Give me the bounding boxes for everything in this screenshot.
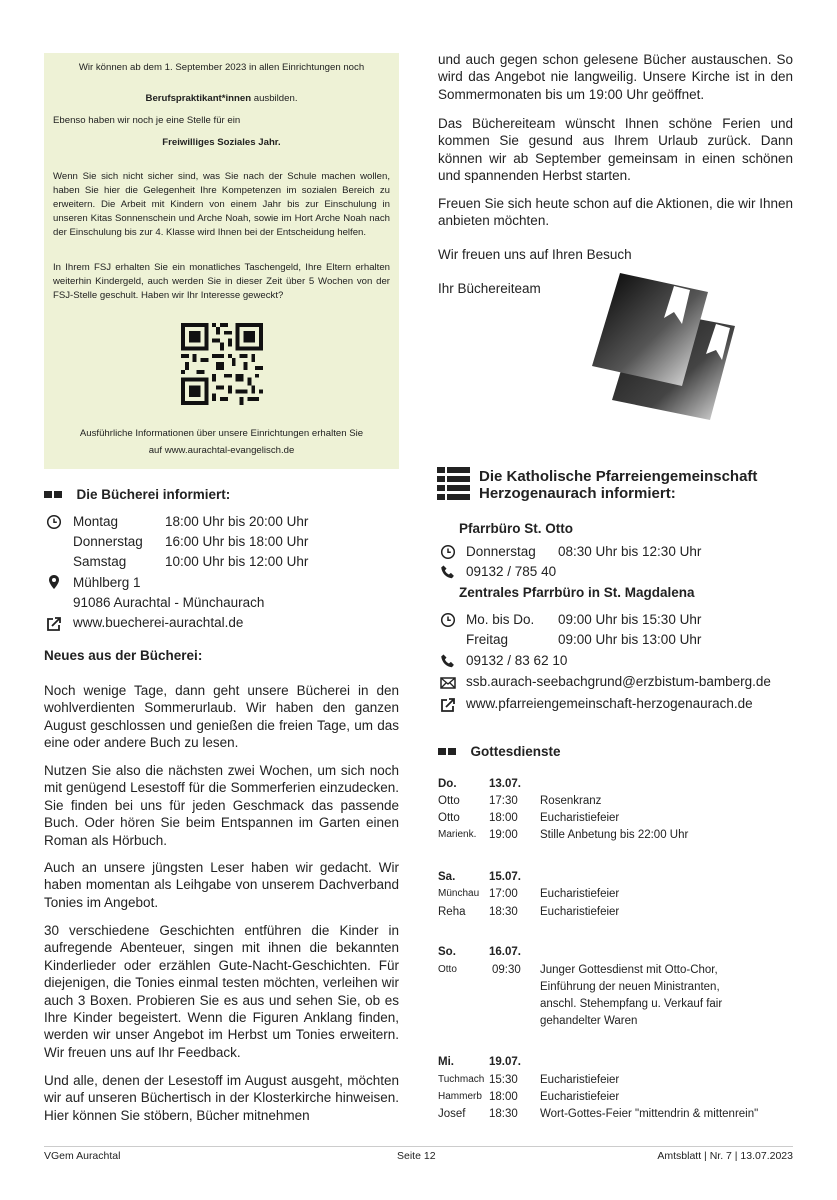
fsj-info-line-1: Ausführliche Informationen über unsere Einrichtungen erhalten Sie <box>79 428 364 439</box>
service-place: Otto <box>438 795 460 807</box>
news-paragraph-2: Nutzen Sie also die nächsten zwei Wochen, um sich noch mit genügend Lesestoff für die Sommerferien einzudecken. Sie finden bei uns für jeden Geschmack das passende Buch. Oder hören Sie beim Entspannen im Garten einen Roman als Hörbuch. <box>44 763 399 848</box>
square-bullet-icon <box>448 748 456 755</box>
service-place: Josef <box>438 1108 466 1120</box>
clock-icon <box>440 544 456 560</box>
zentral-day-1: Mo. bis Do. <box>466 612 535 627</box>
hours-time-3: 10:00 Uhr bis 12:00 Uhr <box>165 554 309 569</box>
hours-day-1: Montag <box>73 514 119 529</box>
otto-phone[interactable]: 09132 / 785 40 <box>466 564 557 579</box>
day-date: 13.07. <box>489 778 521 790</box>
fsj-line-2-rest: ausbilden. <box>251 93 298 104</box>
service-place: Tuchmach <box>438 1074 485 1085</box>
footer-divider <box>44 1146 793 1147</box>
otto-title: Pfarrbüro St. Otto <box>459 521 573 536</box>
news-title: Neues aus der Bücherei: <box>44 648 203 663</box>
footer-right: Amtsblatt | Nr. 7 | 13.07.2023 <box>657 1150 793 1162</box>
otto-time: 08:30 Uhr bis 12:30 Uhr <box>558 544 702 559</box>
right-paragraph-2: Das Büchereiteam wünscht Ihnen schöne Ferien und kommen Sie gesund aus Ihrem Urlaub zurück. Dann können wir ab September gemeinsam in einen schönen und spannenden Herbst starten. <box>438 116 793 184</box>
service-place: Münchau <box>438 888 480 899</box>
list-menu-icon <box>437 467 470 501</box>
service-place: Otto <box>438 964 457 975</box>
clock-icon <box>440 612 456 628</box>
hours-day-2: Donnerstag <box>73 534 143 549</box>
closing-line-2: Ihr Büchereiteam <box>438 281 541 296</box>
fsj-paragraph-2: In Ihrem FSJ erhalten Sie ein monatliches Taschengeld, Ihre Eltern erhalten weiterhin Kindergeld, auch werden Sie in dieser Zeit über 5 Wochen von der FSJ-Stelle geschult. Haben wir Ihr Interesse geweckt? <box>53 262 390 301</box>
service-desc: Eucharistiefeier <box>540 1091 620 1103</box>
service-desc: anschl. Stehempfang u. Verkauf fair <box>540 998 723 1010</box>
katholisch-header-line-1: Die Katholische Pfarreiengemeinschaft <box>479 468 758 485</box>
pfarrei-website-link[interactable]: www.pfarreiengemeinschaft-herzogenaurach.de <box>466 696 753 711</box>
service-time: 15:30 <box>489 1074 518 1086</box>
mail-icon <box>440 675 456 691</box>
service-time: 18:00 <box>489 812 518 824</box>
fsj-bold-2: Freiwilliges Soziales Jahr. <box>162 137 281 148</box>
books-bookmark-icon <box>590 268 738 420</box>
square-bullet-icon <box>44 491 52 498</box>
email-link[interactable]: ssb.aurach-seebachgrund@erzbistum-bamberg.de <box>466 674 771 689</box>
address-line-2: 91086 Aurachtal - Münchaurach <box>73 595 265 610</box>
external-link-icon <box>46 616 62 632</box>
news-paragraph-4: 30 verschiedene Geschichten entführen die Kinder in aufregende Abenteuer, singen mit ihnen die bekannten Kinderlieder oder erzählen Gute-Nacht-Geschichten. Für diejenigen, die Tonies einmal testen möchten, verleihen wir auch 3 Boxen. Probieren Sie es aus und sehen Sie, ob es Ihre Kinder begeistert. Wenn die Figuren Anklang finden, werden wir unser Angebot im Herbst um Tonies erweitern. Wir freuen uns auf Ihr Feedback. <box>44 923 399 1060</box>
zentral-time-2: 09:00 Uhr bis 13:00 Uhr <box>558 632 702 647</box>
fsj-paragraph-1: Wenn Sie sich nicht sicher sind, was Sie nach der Schule machen wollen, haben Sie hier die Gelegenheit Ihre Kompetenzen im sozialen Bereich zu erweitern. Die Arbeit mit Kindern von einem Jahr bis zur Einschulung in unseren Kitas Sonnenschein und Arche Noah, sowie im Hort Arche Noah nach der Einschulung bis zur 4. Klasse wird Ihnen bei der Entscheidung helfen. <box>53 171 390 238</box>
day-date: 15.07. <box>489 871 521 883</box>
gottesdienste-header-label: Gottesdienste <box>470 744 561 759</box>
buecherei-header <box>44 486 230 504</box>
phone-icon <box>440 564 456 580</box>
location-pin-icon <box>46 574 62 590</box>
zentral-day-2: Freitag <box>466 632 509 647</box>
fsj-info-box <box>44 53 399 469</box>
katholisch-header-line-2: Herzogenaurach informiert: <box>479 485 676 502</box>
katholisch-header <box>479 468 757 502</box>
fsj-line-2 <box>44 92 399 106</box>
service-time: 18:30 <box>489 906 518 918</box>
zentral-time-1: 09:00 Uhr bis 15:30 Uhr <box>558 612 702 627</box>
service-desc: Wort-Gottes-Feier "mittendrin & mittenrein" <box>540 1108 759 1120</box>
news-paragraph-1: Noch wenige Tage, dann geht unsere Bücherei in den wohlverdienten Sommerurlaub. Wir haben den ganzen August geschlossen und genießen die freien Tage, um das eine oder andere Buch zu lesen. <box>44 683 399 751</box>
clock-icon <box>46 514 62 530</box>
day-weekday: Do. <box>438 778 457 790</box>
service-desc: Einführung der neuen Ministranten, <box>540 981 720 993</box>
service-time: 17:00 <box>489 888 518 900</box>
hours-day-3: Samstag <box>73 554 127 569</box>
day-date: 19.07. <box>489 1056 521 1068</box>
service-time: 09:30 <box>492 964 521 976</box>
service-time: 17:30 <box>489 795 518 807</box>
buecherei-header-label: Die Bücherei informiert: <box>76 487 231 502</box>
buecherei-website-link[interactable]: www.buecherei-aurachtal.de <box>73 615 244 630</box>
service-time: 18:30 <box>489 1108 518 1120</box>
service-place: Marienk. <box>438 829 477 840</box>
service-desc: Stille Anbetung bis 22:00 Uhr <box>540 829 689 841</box>
service-place: Hammerb <box>438 1091 482 1102</box>
qr-code[interactable] <box>181 323 263 405</box>
service-time: 18:00 <box>489 1091 518 1103</box>
day-weekday: Mi. <box>438 1056 454 1068</box>
footer-page-number: Seite 12 <box>397 1150 436 1162</box>
zentral-title: Zentrales Pfarrbüro in St. Magdalena <box>459 585 695 600</box>
service-time: 19:00 <box>489 829 518 841</box>
fsj-line-1: Wir können ab dem 1. September 2023 in allen Einrichtungen noch <box>78 62 365 73</box>
phone-icon <box>440 653 456 669</box>
day-date: 16.07. <box>489 946 521 958</box>
news-paragraph-5: Und alle, denen der Lesestoff im August ausgeht, möchten wir auf unseren Büchertisch in der Klosterkirche hinweisen. Hier können Sie stöbern, Bücher mitnehmen <box>44 1073 399 1123</box>
service-desc: Rosenkranz <box>540 795 602 807</box>
fsj-info-line-2[interactable]: auf www.aurachtal-evangelisch.de <box>148 445 295 456</box>
otto-day: Donnerstag <box>466 544 536 559</box>
fsj-line-4 <box>44 136 399 150</box>
news-paragraph-3: Auch an unsere jüngsten Leser haben wir gedacht. Wir haben momentan als Leihgabe von unserem Dachverband Tonies im Angebot. <box>44 860 399 910</box>
service-desc: Eucharistiefeier <box>540 812 620 824</box>
external-link-icon <box>440 697 456 713</box>
fsj-bold-1: Berufspraktikant*innen <box>145 93 252 104</box>
day-weekday: Sa. <box>438 871 456 883</box>
hours-time-1: 18:00 Uhr bis 20:00 Uhr <box>165 514 309 529</box>
service-desc: Junger Gottesdienst mit Otto-Chor, <box>540 964 718 976</box>
square-bullet-icon <box>54 491 62 498</box>
closing-line-1: Wir freuen uns auf Ihren Besuch <box>438 247 632 262</box>
service-desc: Eucharistiefeier <box>540 1074 620 1086</box>
footer-left: VGem Aurachtal <box>44 1150 121 1162</box>
service-desc: gehandelter Waren <box>540 1015 638 1027</box>
service-desc: Eucharistiefeier <box>540 888 620 900</box>
service-desc: Eucharistiefeier <box>540 906 620 918</box>
day-weekday: So. <box>438 946 456 958</box>
hours-time-2: 16:00 Uhr bis 18:00 Uhr <box>165 534 309 549</box>
right-paragraph-1: und auch gegen schon gelesene Bücher austauschen. So wird das Angebot nie langweilig. Unsere Kirche ist in den Sommermonaten bis um 19:00 Uhr geöffnet. <box>438 52 793 102</box>
right-paragraph-3: Freuen Sie sich heute schon auf die Aktionen, die wir Ihnen anbieten möchten. <box>438 196 793 229</box>
zentral-phone[interactable]: 09132 / 83 62 10 <box>466 653 568 668</box>
service-place: Otto <box>438 812 460 824</box>
service-place: Reha <box>438 906 466 918</box>
square-bullet-icon <box>438 748 446 755</box>
fsj-line-3: Ebenso haben wir noch je eine Stelle für ein <box>53 115 241 126</box>
gottesdienste-header <box>438 743 560 761</box>
address-line-1: Mühlberg 1 <box>73 575 141 590</box>
